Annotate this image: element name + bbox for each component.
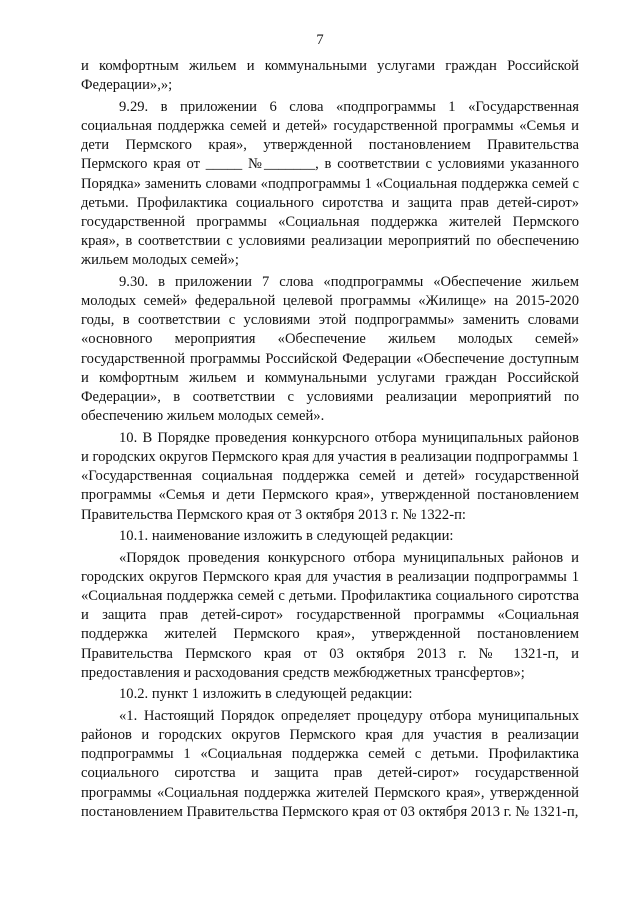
paragraph: 10. В Порядке проведения конкурсного отбора муниципальных районов и городских округов Пермского края для участия в реализации подпрограммы 1 «Государственная социальная поддержка семей и детей» государственной программы «Семья и дети Пермского края», утвержденной постановлением Правительства Пермского края от 3 октября 2013 г. № 1322-п: [81, 429, 580, 523]
paragraph: и комфортным жильем и коммунальными услугами граждан Российской Федерации»,»; [81, 58, 579, 94]
paragraph: 10.1. наименование изложить в следующей редакции: [119, 528, 454, 545]
paragraph: «Порядок проведения конкурсного отбора муниципальных районов и городских округов Пермского края для участия в реализации подпрограммы 1 «Социальная поддержка семей с детьми. Профилактика социального сиротства и защита прав детей-сирот» государственной программы «Социальная поддержка жителей Пермского края», утвержденной постановлением Правительства Пермского края от 03 октября 2013 г. № 1321-п, и предоставления и расходования средств межбюджетных трансфертов»; [81, 549, 579, 681]
page-number: 7 [316, 32, 324, 48]
paragraph: 9.30. в приложении 7 слова «подпрограммы «Обеспечение жильем молодых семей» федеральной целевой программы «Жилище» на 2015-2020 годы, в соответствии с условиями этой подпрограммы» заменить словами «основного мероприятия «Обеспечение жильем молодых семей» государственной программы Российской Федерации «Обеспечение доступным и комфортным жильем и коммунальными услугами граждан Российской Федерации», в соответствии с условиями реализации мероприятий по обеспечению жильем молодых семей». [81, 273, 579, 425]
document-body [81, 57, 579, 824]
paragraph: 10.2. пункт 1 изложить в следующей редакции: [119, 686, 413, 703]
paragraph: 9.29. в приложении 6 слова «подпрограммы 1 «Государственная социальная поддержка семей и детей» государственной программы «Семья и дети Пермского края», утвержденной постановлением Правительства Пермского края от _____ №_______, в соответствии с условиями указанного Порядка» заменить словами «подпрограммы 1 «Социальная поддержка семей с детьми. Профилактика социального сиротства и защита прав детей-сирот» государственной программы «Социальная поддержка жителей Пермского края», в соответствии с условиями реализации мероприятий по обеспечению жильем молодых семей»; [81, 98, 579, 269]
paragraph: «1. Настоящий Порядок определяет процедуру отбора муниципальных районов и городских округов Пермского края для участия в реализации подпрограммы 1 «Социальная поддержка семей с детьми. Профилактика социального сиротства и защита прав детей-сирот» государственной программы «Социальная поддержка жителей Пермского края», утвержденной постановлением Правительства Пермского края от 03 октября 2013 г. № 1321-п, [81, 707, 579, 820]
